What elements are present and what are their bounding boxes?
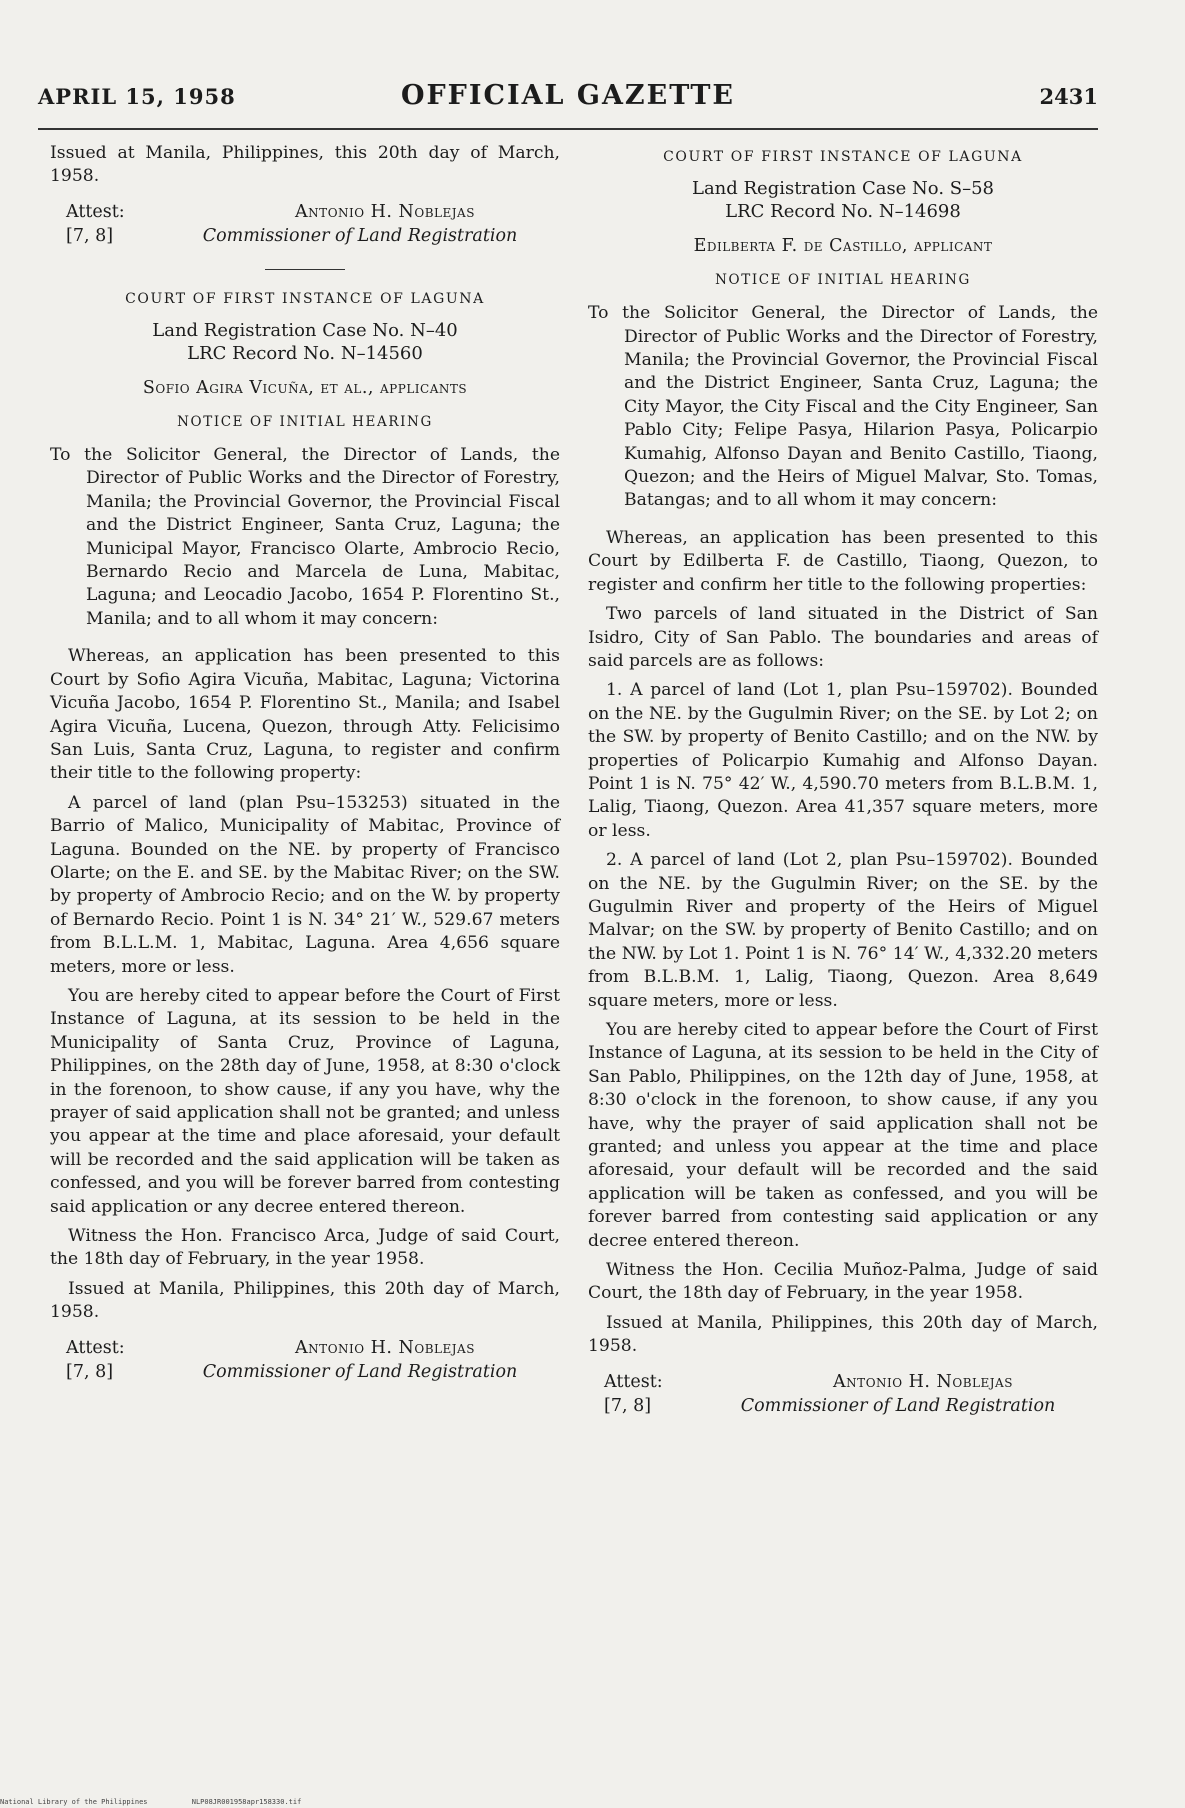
body-paragraph: Witness the Hon. Cecilia Muñoz-Palma, Judge of said Court, the 18th day of February, in the year 1958. [588,1260,1098,1304]
attest-role: Commissioner of Land Registration [202,1361,518,1382]
body-paragraph: Witness the Hon. Francisco Arca, Judge of said Court, the 18th day of February, in the year 1958. [50,1226,560,1270]
attest-label: Attest: [66,201,125,222]
attest-ref: [7, 8] [66,225,114,246]
library-credit: National Library of the Philippines [0,1798,148,1806]
publication-title: OFFICIAL GAZETTE [400,80,736,111]
court-heading: COURT OF FIRST INSTANCE OF LAGUNA [663,149,1023,165]
body-paragraph: You are hereby cited to appear before the Court of First Instance of Laguna, at its session to be held in the City of San Pablo, Philippines, on the 12th day of June, 1958, at 8:30 o'clock in the forenoon, to show cause, if any you have, why the prayer of said application shall not be granted; and unless you appear at the time and place aforesaid, your default will be recorded and the said application will be taken as confessed, and you will be forever barred from contesting said application or any decree entered thereon. [588,1020,1098,1251]
applicant-line: Sofio Agira Vicuña, et al., applicants [142,378,468,399]
section-separator [265,269,345,270]
header-rule [38,128,1098,130]
scan-footer [0,1798,341,1806]
issued-line: Issued at Manila, Philippines, this 20th day of March, 1958. [588,1312,1098,1357]
scan-filename: NLP08JR001958apr158330.tif [191,1798,302,1806]
left-column [50,142,560,1391]
attest-name: Antonio H. Noblejas [295,1337,475,1358]
attest-ref: [7, 8] [66,1361,114,1382]
attest-label: Attest: [66,1337,125,1358]
attest-block [588,1371,1098,1425]
applicant-line: Edilberta F. de Castillo, applicant [693,236,993,257]
case-line: Land Registration Case No. S–58 [691,178,995,200]
case-number [50,319,560,365]
notice-heading: NOTICE OF INITIAL HEARING [715,271,971,288]
body-paragraph: A parcel of land (plan Psu–153253) situated in the Barrio of Malico, Municipality of Mabitac, Province of Laguna. Bounded on the NE. by property of Francisco Olarte; on the E. and SE. by the Mabitac River; on the SW. by property of Ambrocio Recio; and on the W. by property of Bernardo Recio. Point 1 is N. 34° 21′ W., 529.67 meters from B.L.L.M. 1, Mabitac, Laguna. Area 4,656 square meters, more or less. [50,792,560,977]
body-paragraph: 1. A parcel of land (Lot 1, plan Psu–159702). Bounded on the NE. by the Gugulmin River; on the SE. by Lot 2; on the SW. by property of Benito Castillo; and on the NW. by properties of Policarpio Kumahig and Alfonso Dayan. Point 1 is N. 75° 42′ W., 4,590.70 meters from B.L.B.M. 1, Lalig, Tiaong, Quezon. Area 41,357 square meters, more or less. [588,680,1098,841]
attest-label: Attest: [604,1371,663,1392]
notice-heading: NOTICE OF INITIAL HEARING [177,413,433,430]
page-number: 2431 [1039,84,1098,109]
body-paragraph: 2. A parcel of land (Lot 2, plan Psu–159702). Bounded on the NE. by the Gugulmin River; on the SE. by the Gugulmin River and property of the Heirs of Miguel Malvar; on the SW. by property of Benito Castillo; and on the NW. by Lot 1. Point 1 is N. 76° 14′ W., 4,332.20 meters from B.L.B.M. 1, Lalig, Tiaong, Quezon. Area 8,649 square meters, more or less. [588,850,1098,1011]
record-line: LRC Record No. N–14698 [725,201,961,223]
issue-date: APRIL 15, 1958 [38,84,236,109]
page-header [38,80,1098,120]
issued-line: Issued at Manila, Philippines, this 20th day of March, 1958. [50,143,560,187]
body-paragraph: Whereas, an application has been presented to this Court by Edilberta F. de Castillo, Tiaong, Quezon, to register and confirm her title to the following properties: [588,527,1098,595]
addressee-paragraph: To the Solicitor General, the Director of Lands, the Director of Public Works and the Director of Forestry, Manila; the Provincial Governor, the Provincial Fiscal and the District Engineer, Santa Cruz, Laguna; the City Mayor, the City Fiscal and the City Engineer, San Pablo City; Felipe Pasya, Hilarion Pasya, Policarpio Kumahig, Alfonso Dayan and Benito Castillo, Tiaong, Quezon; and the Heirs of Miguel Malvar, Sto. Tomas, Batangas; and to all whom it may concern: [588,303,1098,511]
attest-block [50,201,560,255]
attest-block [50,1337,560,1391]
body-paragraph: Whereas, an application has been presented to this Court by Sofio Agira Vicuña, Mabitac, Laguna; Victorina Vicuña Jacobo, 1654 P. Florentino St., Manila; and Isabel Agira Vicuña, Lucena, Quezon, through Atty. Felicisimo San Luis, Santa Cruz, Laguna, to register and confirm their title to the following property: [50,646,560,784]
case-line: Land Registration Case No. N–40 [152,320,458,342]
body-paragraph: Two parcels of land situated in the District of San Isidro, City of San Pablo. The boundaries and areas of said parcels are as follows: [588,604,1098,671]
attest-ref: [7, 8] [604,1395,652,1416]
attest-role: Commissioner of Land Registration [740,1395,1056,1416]
attest-name: Antonio H. Noblejas [295,201,475,222]
addressee-paragraph: To the Solicitor General, the Director of Lands, the Director of Public Works and the Director of Forestry, Manila; the Provincial Governor, the Provincial Fiscal and the District Engineer, Santa Cruz, Laguna; the Municipal Mayor, Francisco Olarte, Ambrocio Recio, Bernardo Recio and Marcela de Luna, Mabitac, Laguna; and Leocadio Jacobo, 1654 P. Florentino St., Manila; and to all whom it may concern: [50,445,560,629]
court-heading: COURT OF FIRST INSTANCE OF LAGUNA [125,290,485,307]
issued-line: Issued at Manila, Philippines, this 20th day of March, 1958. [50,1278,560,1323]
attest-role: Commissioner of Land Registration [202,225,518,246]
attest-name: Antonio H. Noblejas [833,1371,1013,1392]
case-number [588,177,1098,223]
right-column [588,142,1098,1425]
record-line: LRC Record No. N–14560 [187,343,423,365]
body-paragraph: You are hereby cited to appear before the Court of First Instance of Laguna, at its session to be held in the Municipality of Santa Cruz, Province of Laguna, Philippines, on the 28th day of June, 1958, at 8:30 o'clock in the forenoon, to show cause, if any you have, why the prayer of said application shall not be granted; and unless you appear at the time and place aforesaid, your default will be recorded and the said application will be taken as confessed, and you will be forever barred from contesting said application or any decree entered thereon. [50,985,560,1217]
